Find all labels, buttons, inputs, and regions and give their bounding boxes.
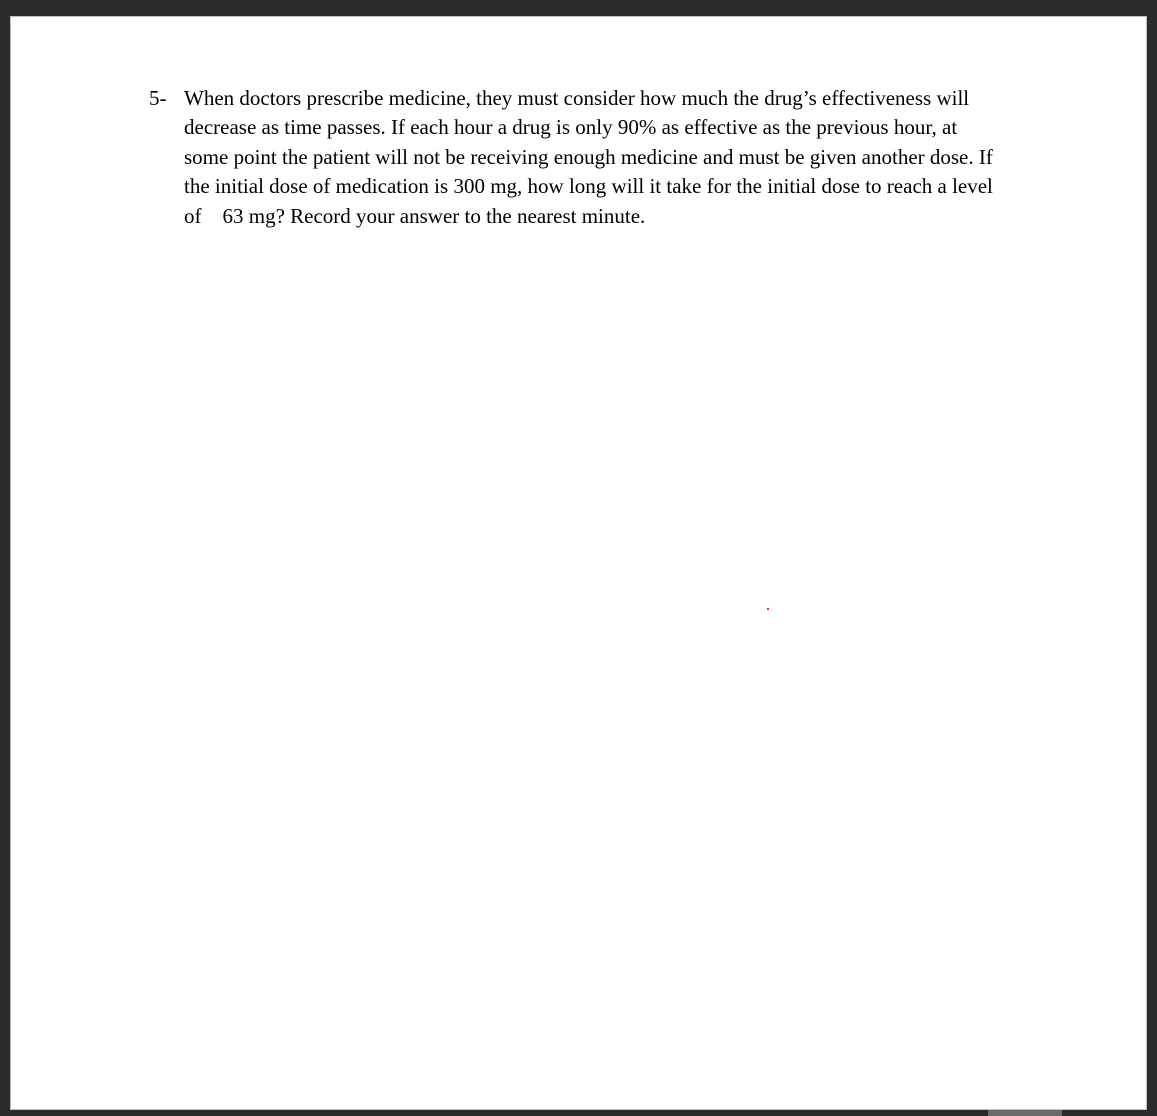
document-page xyxy=(10,16,1147,1110)
question-line: of 63 mg? Record your answer to the nearest minute. xyxy=(184,203,646,228)
cursor-mark xyxy=(767,608,769,610)
question-5 xyxy=(149,84,1049,231)
question-line: the initial dose of medication is 300 mg, how long will it take for the initial dose to reach a level xyxy=(184,174,993,199)
question-line: When doctors prescribe medicine, they must consider how much the drug’s effectiveness will xyxy=(184,86,970,110)
horizontal-scrollbar[interactable] xyxy=(988,1110,1062,1116)
question-line: decrease as time passes. If each hour a drug is only 90% as effective as the previous hour, at xyxy=(184,115,958,140)
question-number: 5- xyxy=(149,86,167,110)
question-text xyxy=(184,84,1049,231)
question-line: some point the patient will not be receiving enough medicine and must be given another dose. If xyxy=(184,144,993,169)
